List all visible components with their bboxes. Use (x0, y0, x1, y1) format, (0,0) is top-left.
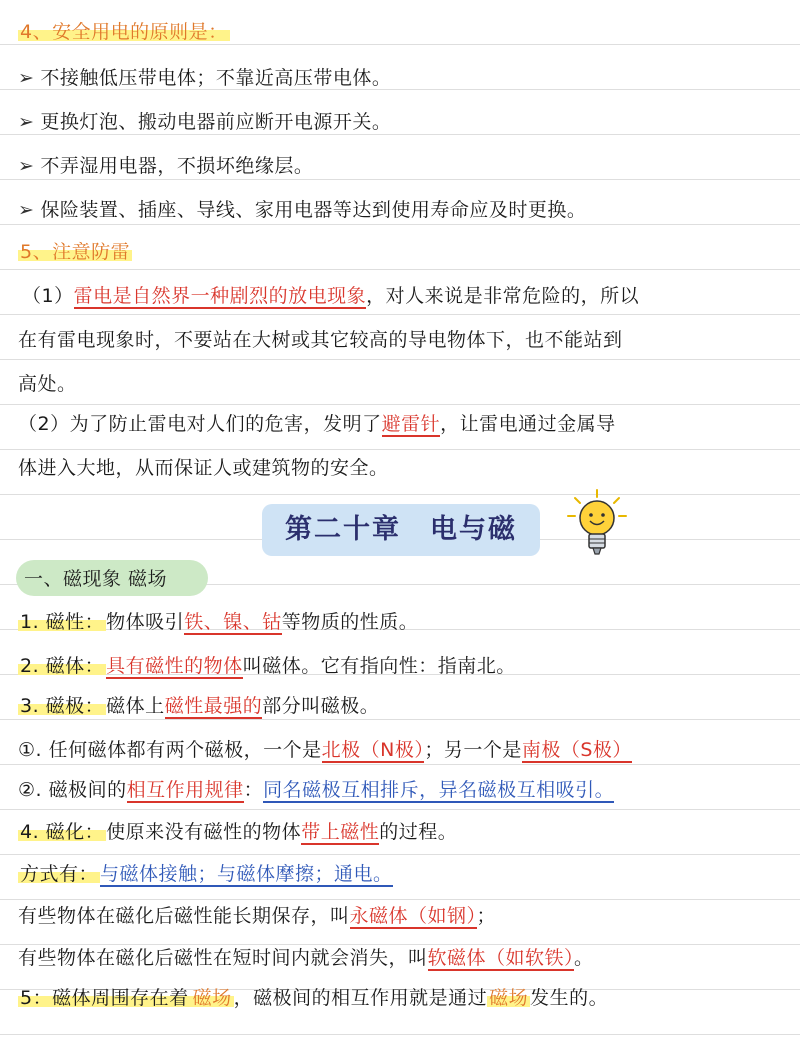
lightbulb-smiley-icon (565, 488, 629, 560)
arrow-bullet-icon: ➢ (18, 155, 35, 177)
bullet-item: ➢ 不弄湿用电器，不损坏绝缘层。 (18, 155, 314, 177)
heading-safety-principles: 4、安全用电的原则是： (20, 21, 228, 43)
paragraph-line: 在有雷电现象时，不要站在大树或其它较高的导电物体下，也不能站到 (18, 329, 623, 351)
definition-line: ①. 任何磁体都有两个磁极，一个是北极（N极）；另一个是南极（S极） (18, 739, 632, 761)
definition-line: 1. 磁性： 物体吸引铁、镍、钴等物质的性质。 (20, 611, 419, 633)
paragraph-line: （2）为了防止雷电对人们的危害，发明了避雷针，让雷电通过金属导 (18, 413, 616, 435)
arrow-bullet-icon: ➢ (18, 199, 35, 221)
definition-line: 3. 磁极： 磁体上磁性最强的部分叫磁极。 (20, 695, 380, 717)
paragraph-line: （1）雷电是自然界一种剧烈的放电现象，对人来说是非常危险的，所以 (22, 285, 640, 307)
paragraph-line: 体进入大地，从而保证人或建筑物的安全。 (18, 457, 389, 479)
section-heading: 一、磁现象 磁场 (24, 568, 168, 590)
definition-line: 2. 磁体： 具有磁性的物体叫磁体。它有指向性：指南北。 (20, 655, 516, 677)
chapter-title: 第二十章 电与磁 (262, 504, 540, 556)
definition-line: 有些物体在磁化后磁性能长期保存，叫永磁体（如钢）； (18, 905, 497, 927)
bullet-item: ➢ 不接触低压带电体；不靠近高压带电体。 (18, 67, 392, 89)
definition-line: 4. 磁化： 使原来没有磁性的物体带上磁性的过程。 (20, 821, 458, 843)
arrow-bullet-icon: ➢ (18, 67, 35, 89)
heading-lightning: 5、注意防雷 (20, 241, 131, 263)
bullet-item: ➢ 更换灯泡、搬动电器前应断开电源开关。 (18, 111, 392, 133)
definition-line: 5：磁体周围存在着 磁场 ，磁极间的相互作用就是通过 磁场 发生的。 (20, 987, 609, 1009)
definition-line: 方式有： 与磁体接触；与磁体摩擦；通电。 (20, 863, 393, 885)
bullet-item: ➢ 保险装置、插座、导线、家用电器等达到使用寿命应及时更换。 (18, 199, 587, 221)
definition-line: 有些物体在磁化后磁性在短时间内就会消失，叫软磁体（如软铁）。 (18, 947, 594, 969)
arrow-bullet-icon: ➢ (18, 111, 35, 133)
definition-line: ②. 磁极间的相互作用规律：同名磁极互相排斥，异名磁极互相吸引。 (18, 779, 615, 801)
paragraph-line: 高处。 (18, 373, 77, 395)
